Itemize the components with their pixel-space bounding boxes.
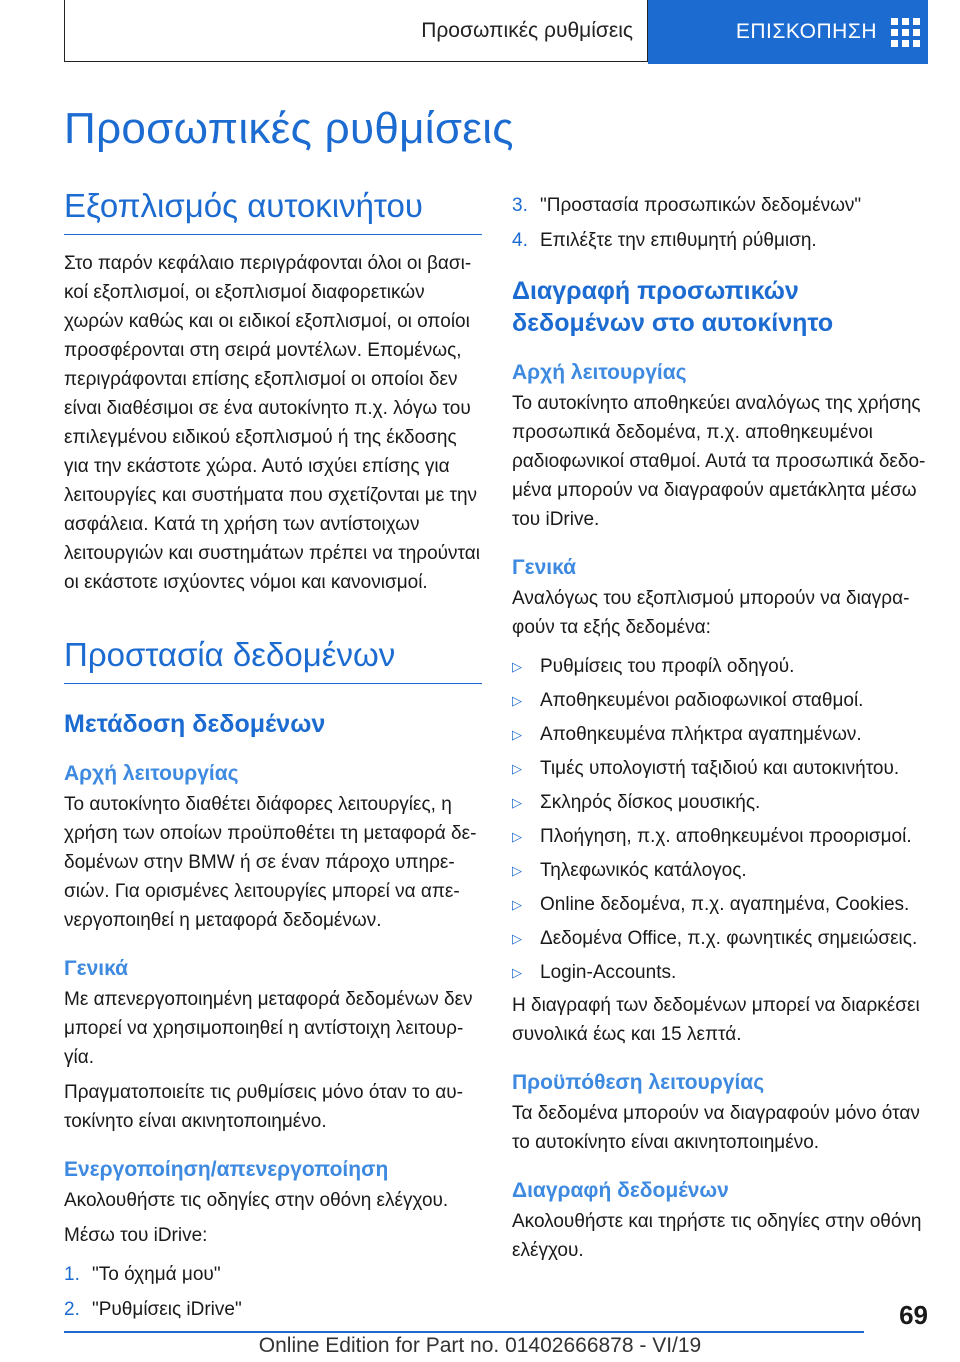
steps-list-right xyxy=(512,191,930,255)
equipment-heading: Εξοπλισμός αυτοκινήτου xyxy=(64,186,482,235)
bullet-icon: ▷ xyxy=(512,659,522,674)
bullet-icon: ▷ xyxy=(512,931,522,946)
overview-tab-label: ΕΠΙΣΚΟΠΗΣΗ xyxy=(735,20,877,43)
step-text: "Το όχημά μου" xyxy=(92,1264,221,1285)
list-item xyxy=(512,191,930,220)
list-item: ▷ Δεδομένα Office, π.χ. φωνητικές σημειώσεις. xyxy=(512,924,930,953)
bullet-icon: ▷ xyxy=(512,965,522,980)
list-item: ▷ Αποθηκευμένοι ραδιοφωνικοί σταθμοί. xyxy=(512,686,930,715)
deletable-data-list xyxy=(512,652,930,987)
footer-divider xyxy=(64,1331,864,1333)
list-item xyxy=(64,1295,482,1324)
step-number: 4. xyxy=(512,230,528,251)
prerequisite-text: Τα δεδομένα μπορούν να διαγραφούν μόνο όταν το αυτοκίνητο είναι ακινητοποιημένο. xyxy=(512,1103,920,1153)
equipment-text: Στο παρόν κεφάλαιο περιγράφονται όλοι οι βασικοί εξοπλισμοί, οι εξοπλισμοί διαφορετικών χωρών καθώς και οι ειδικοί εξοπλισμοί, οι οποίοι προσφέρονται στη σειρά μοντέλων. Επομένως, περιγράφονται επίσης εξοπλισμοί οι οποίοι δεν είναι διαθέσιμοι σε ένα αυτοκίνητο π.χ. λόγω του επιλεγμένου ειδικού εξοπλισμού ή της έκδοσης για την εκάστοτε χώρα. Αυτό ισχύει επίσης για λειτουργίες και συστήματα που σχετίζονται με την ασφάλεια. Κατά τη χρήση των αντίστοιχων λειτουργιών και συστημάτων πρέπει να τηρούνται οι εκάστοτε ισχύοντες νόμοι και κανονισμοί. xyxy=(64,253,480,593)
general-heading: Γενικά xyxy=(512,556,577,579)
bullet-icon: ▷ xyxy=(512,863,522,878)
list-item: ▷ Αποθηκευμένα πλήκτρα αγαπημένων. xyxy=(512,720,930,749)
edition-text: Online Edition for Part no. 01402666878 - VI/19 xyxy=(258,1334,702,1357)
general-text-2: Πραγματοποιείτε τις ρυθμίσεις μόνο όταν το αυτοκίνητο είναι ακινητοποιημένο. xyxy=(64,1082,463,1132)
section-tab-label: Προσωπικές ρυθμίσεις xyxy=(421,18,633,42)
general-text-1: Με απενεργοποιημένη μεταφορά δεδομένων δεν μπορεί να χρησιμοποιηθεί η αντίστοιχη λειτουργία. xyxy=(64,989,473,1068)
overview-tab[interactable] xyxy=(648,0,928,64)
toggle-text-2: Μέσω του iDrive: xyxy=(64,1225,208,1246)
section-tab[interactable] xyxy=(64,0,648,62)
list-item: ▷ Σκληρός δίσκος μουσικής. xyxy=(512,788,930,817)
step-number: 2. xyxy=(64,1299,80,1320)
transfer-heading: Μετάδοση δεδομένων xyxy=(64,710,326,738)
bullet-icon: ▷ xyxy=(512,897,522,912)
general-text: Αναλόγως του εξοπλισμού μπορούν να διαγραφούν τα εξής δεδομένα: xyxy=(512,588,910,638)
page-number: 69 xyxy=(899,1300,928,1330)
toggle-text-1: Ακολουθήστε τις οδηγίες στην οθόνη ελέγχου. xyxy=(64,1190,449,1211)
bullet-icon: ▷ xyxy=(512,829,522,844)
principle-heading: Αρχή λειτουργίας xyxy=(512,361,687,384)
duration-text: Η διαγραφή των δεδομένων μπορεί να διαρκέσει συνολικά έως και 15 λεπτά. xyxy=(512,995,920,1045)
delete-data-heading: Διαγραφή δεδομένων xyxy=(512,1179,729,1202)
bullet-icon: ▷ xyxy=(512,795,522,810)
list-item: ▷ Πλοήγηση, π.χ. αποθηκευμένοι προορισμοί. xyxy=(512,822,930,851)
principle-text: Το αυτοκίνητο αποθηκεύει αναλόγως της χρήσης προσωπικά δεδομένα, π.χ. αποθηκευμένοι ραδιοφωνικοί σταθμοί. Αυτά τα προσωπικά δεδομένα μπορούν να διαγραφούν αμετάκλητα μέσω του iDrive. xyxy=(512,393,926,530)
list-item: ▷ Ρυθμίσεις του προφίλ οδηγού. xyxy=(512,652,930,681)
steps-list-left xyxy=(64,1260,482,1324)
principle-heading: Αρχή λειτουργίας xyxy=(64,762,239,785)
grid-icon xyxy=(891,18,920,47)
list-item: ▷ Τηλεφωνικός κατάλογος. xyxy=(512,856,930,885)
right-column xyxy=(512,191,930,1265)
bullet-icon: ▷ xyxy=(512,727,522,742)
prerequisite-heading: Προϋπόθεση λειτουργίας xyxy=(512,1071,765,1094)
list-item: ▷ Online δεδομένα, π.χ. αγαπημένα, Cookies. xyxy=(512,890,930,919)
page-title: Προσωπικές ρυθμίσεις xyxy=(64,104,514,153)
delete-personal-data-heading: Διαγραφή προσωπικών δεδομένων στο αυτοκίνητο xyxy=(512,277,834,337)
toggle-heading: Ενεργοποίηση/απενεργοποίηση xyxy=(64,1158,389,1181)
left-column xyxy=(64,186,482,1324)
step-number: 3. xyxy=(512,195,528,216)
list-item: ▷ Τιμές υπολογιστή ταξιδιού και αυτοκινήτου. xyxy=(512,754,930,783)
step-number: 1. xyxy=(64,1264,80,1285)
list-item xyxy=(64,1260,482,1289)
principle-text: Το αυτοκίνητο διαθέτει διάφορες λειτουργίες, η χρήση των οποίων προϋποθέτει τη μεταφορά δεδομένων στην BMW ή σε έναν πάροχο υπηρεσιών. Για ορισμένες λειτουργίες μπορεί να απενεργοποιηθεί η μεταφορά δεδομένων. xyxy=(64,794,477,931)
list-item xyxy=(512,226,930,255)
bullet-icon: ▷ xyxy=(512,693,522,708)
delete-data-text: Ακολουθήστε και τηρήστε τις οδηγίες στην οθόνη ελέγχου. xyxy=(512,1211,922,1261)
protection-heading: Προστασία δεδομένων xyxy=(64,635,482,684)
bullet-icon: ▷ xyxy=(512,761,522,776)
general-heading: Γενικά xyxy=(64,957,129,980)
list-item: ▷ Login-Accounts. xyxy=(512,958,930,987)
step-text: "Προστασία προσωπικών δεδομένων" xyxy=(540,195,862,216)
step-text: Επιλέξτε την επιθυμητή ρύθμιση. xyxy=(540,230,817,251)
step-text: "Ρυθμίσεις iDrive" xyxy=(92,1299,242,1320)
page-header xyxy=(64,0,928,64)
